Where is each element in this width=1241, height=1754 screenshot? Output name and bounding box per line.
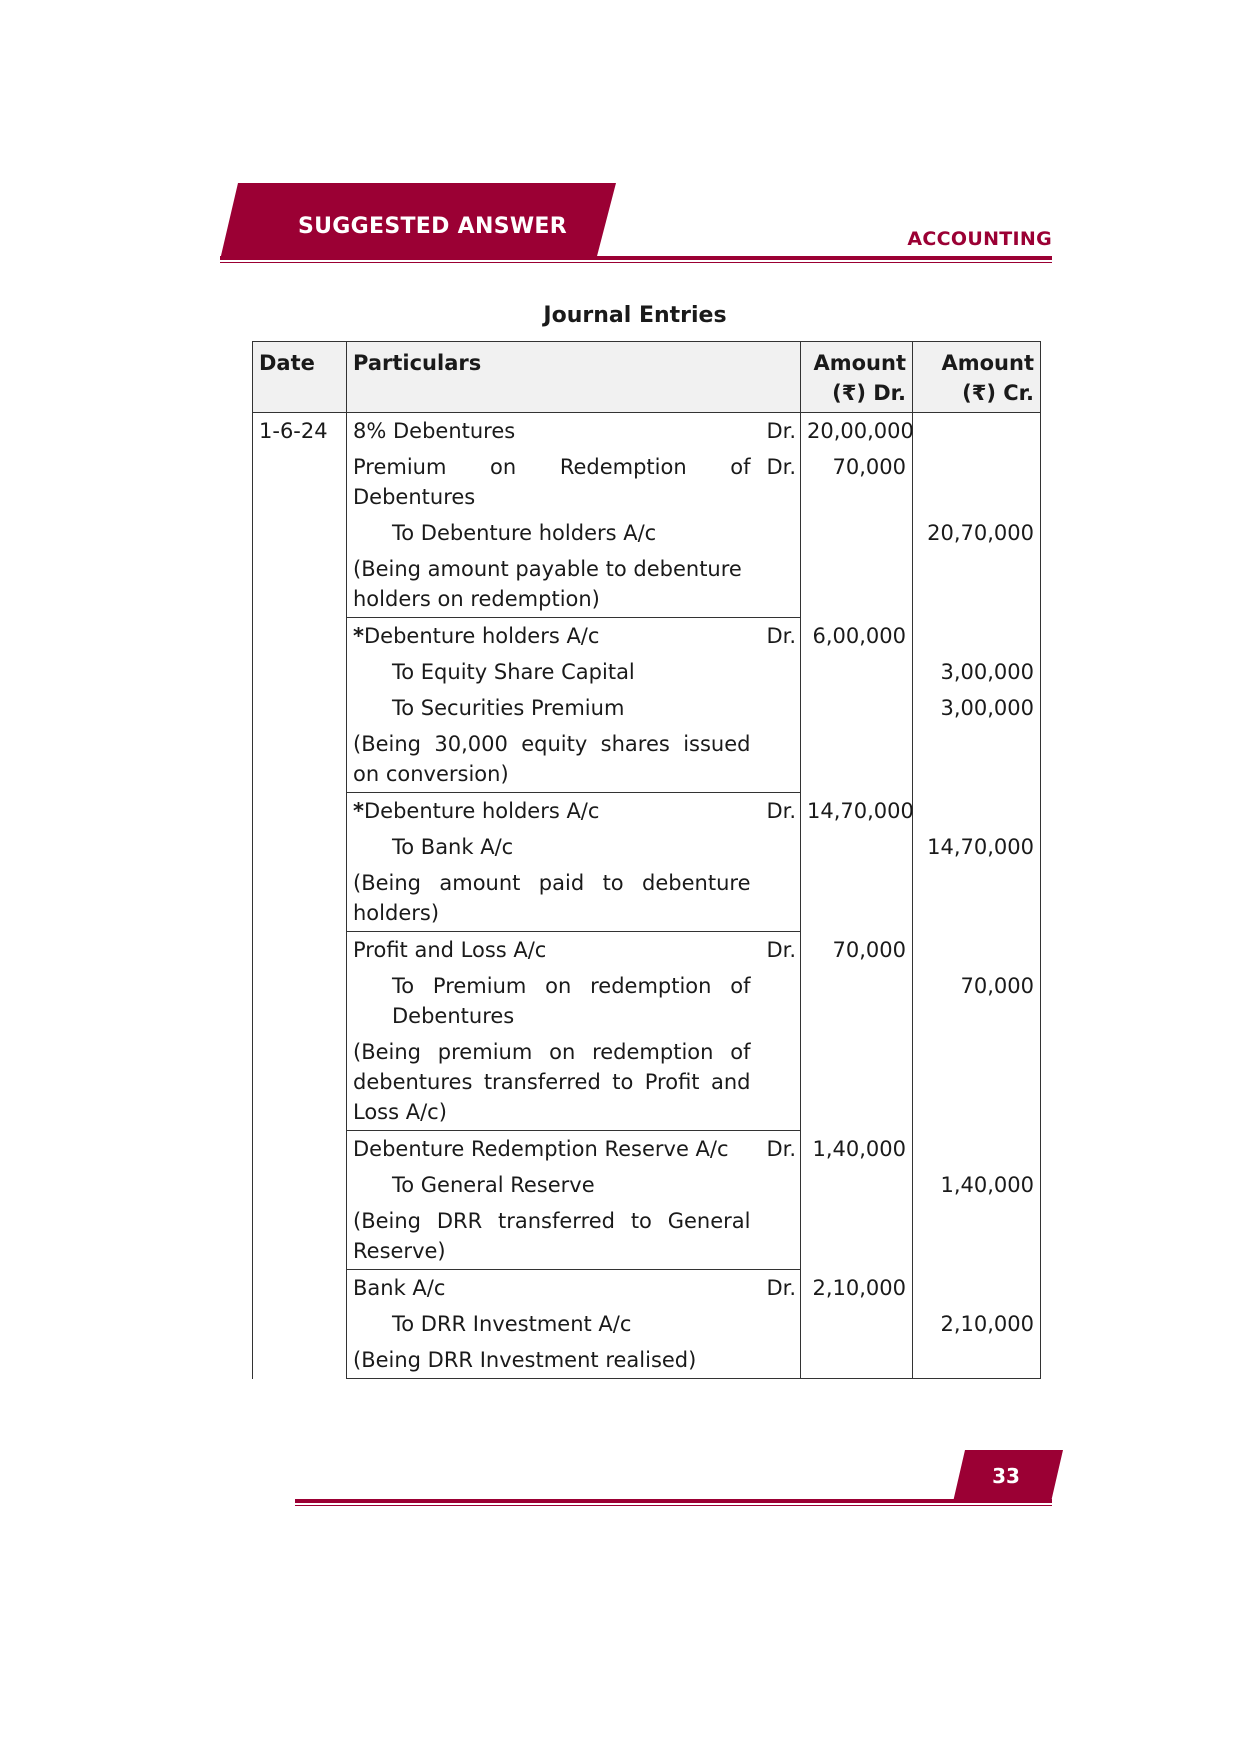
table-row xyxy=(253,551,1041,618)
header-rule-thin xyxy=(220,262,1052,263)
credit-amount: 20,70,000 xyxy=(913,515,1041,551)
entry-date: 1-6-24 xyxy=(253,413,347,1379)
page-title: Journal Entries xyxy=(543,303,727,328)
table-header-row xyxy=(253,342,1041,413)
table-row xyxy=(253,413,1041,450)
particulars-cell: To Equity Share Capital xyxy=(347,654,757,690)
particulars-cell: To Premium on redemption of Debentures xyxy=(347,968,757,1034)
dr-marker xyxy=(757,551,801,618)
table-row xyxy=(253,1034,1041,1131)
credit-amount xyxy=(913,618,1041,655)
debit-amount xyxy=(801,654,913,690)
subject-label: ACCOUNTING xyxy=(907,228,1052,250)
credit-amount: 3,00,000 xyxy=(913,690,1041,726)
header-rule xyxy=(220,256,1052,260)
narration-cell: (Being 30,000 equity shares issued on conversion) xyxy=(347,726,757,793)
debit-amount xyxy=(801,968,913,1034)
table-row xyxy=(253,449,1041,515)
debit-amount xyxy=(801,865,913,932)
narration-cell: (Being DRR Investment realised) xyxy=(347,1342,757,1379)
dr-marker: Dr. xyxy=(757,449,801,515)
dr-marker xyxy=(757,515,801,551)
credit-amount xyxy=(913,726,1041,793)
dr-marker xyxy=(757,968,801,1034)
credit-amount: 14,70,000 xyxy=(913,829,1041,865)
table-row xyxy=(253,932,1041,969)
table-row xyxy=(253,690,1041,726)
debit-amount xyxy=(801,515,913,551)
particulars-cell: *Debenture holders A/c xyxy=(347,793,757,830)
particulars-cell: Profit and Loss A/c xyxy=(347,932,757,969)
table-row xyxy=(253,726,1041,793)
debit-amount: 70,000 xyxy=(801,932,913,969)
journal-table xyxy=(252,341,1041,1379)
dr-marker xyxy=(757,690,801,726)
dr-marker: Dr. xyxy=(757,413,801,450)
dr-marker: Dr. xyxy=(757,932,801,969)
page-number: 33 xyxy=(992,1464,1020,1488)
credit-amount xyxy=(913,865,1041,932)
credit-amount xyxy=(913,1034,1041,1131)
debit-amount xyxy=(801,551,913,618)
debit-amount xyxy=(801,1306,913,1342)
debit-amount: 6,00,000 xyxy=(801,618,913,655)
particulars-cell: To General Reserve xyxy=(347,1167,757,1203)
credit-amount xyxy=(913,793,1041,830)
dr-marker xyxy=(757,654,801,690)
header-amount-dr: Amount (₹) Dr. xyxy=(801,342,913,413)
particulars-cell: To Debenture holders A/c xyxy=(347,515,757,551)
credit-amount: 1,40,000 xyxy=(913,1167,1041,1203)
credit-amount: 3,00,000 xyxy=(913,654,1041,690)
dr-marker xyxy=(757,865,801,932)
credit-amount xyxy=(913,449,1041,515)
header-date: Date xyxy=(253,342,347,413)
table-row xyxy=(253,1306,1041,1342)
footer-rule xyxy=(295,1499,1052,1503)
debit-amount: 2,10,000 xyxy=(801,1270,913,1307)
dr-marker xyxy=(757,1034,801,1131)
dr-marker: Dr. xyxy=(757,793,801,830)
debit-amount xyxy=(801,726,913,793)
narration-cell: (Being amount payable to debenture holders on redemption) xyxy=(347,551,757,618)
credit-amount xyxy=(913,1342,1041,1379)
dr-marker xyxy=(757,726,801,793)
table-row xyxy=(253,1131,1041,1168)
credit-amount xyxy=(913,1203,1041,1270)
dr-marker xyxy=(757,829,801,865)
footer-rule-thin xyxy=(295,1505,1052,1506)
table-row xyxy=(253,793,1041,830)
narration-cell: (Being amount paid to debenture holders) xyxy=(347,865,757,932)
header-tab-label: SUGGESTED ANSWER xyxy=(298,214,567,239)
dr-marker xyxy=(757,1203,801,1270)
debit-amount xyxy=(801,1342,913,1379)
dr-marker: Dr. xyxy=(757,618,801,655)
particulars-cell: To DRR Investment A/c xyxy=(347,1306,757,1342)
debit-amount xyxy=(801,829,913,865)
debit-amount xyxy=(801,1034,913,1131)
table-row xyxy=(253,654,1041,690)
header-amount-cr: Amount (₹) Cr. xyxy=(913,342,1041,413)
table-row xyxy=(253,1270,1041,1307)
debit-amount: 14,70,000 xyxy=(801,793,913,830)
particulars-cell: Debenture Redemption Reserve A/c xyxy=(347,1131,757,1168)
dr-marker: Dr. xyxy=(757,1270,801,1307)
particulars-cell: To Bank A/c xyxy=(347,829,757,865)
table-row xyxy=(253,1167,1041,1203)
particulars-cell: Bank A/c xyxy=(347,1270,757,1307)
credit-amount xyxy=(913,1131,1041,1168)
credit-amount xyxy=(913,551,1041,618)
particulars-cell: To Securities Premium xyxy=(347,690,757,726)
debit-amount xyxy=(801,1167,913,1203)
credit-amount xyxy=(913,413,1041,450)
debit-amount xyxy=(801,1203,913,1270)
credit-amount: 70,000 xyxy=(913,968,1041,1034)
table-row xyxy=(253,865,1041,932)
particulars-cell: 8% Debentures xyxy=(347,413,757,450)
dr-marker: Dr. xyxy=(757,1131,801,1168)
debit-amount: 1,40,000 xyxy=(801,1131,913,1168)
narration-cell: (Being DRR transferred to General Reserve) xyxy=(347,1203,757,1270)
debit-amount xyxy=(801,690,913,726)
particulars-cell: *Debenture holders A/c xyxy=(347,618,757,655)
credit-amount xyxy=(913,932,1041,969)
table-row xyxy=(253,1342,1041,1379)
dr-marker xyxy=(757,1167,801,1203)
table-row xyxy=(253,1203,1041,1270)
narration-cell: (Being premium on redemption of debentures transferred to Profit and Loss A/c) xyxy=(347,1034,757,1131)
table-row xyxy=(253,968,1041,1034)
credit-amount xyxy=(913,1270,1041,1307)
debit-amount: 70,000 xyxy=(801,449,913,515)
dr-marker xyxy=(757,1342,801,1379)
table-row xyxy=(253,829,1041,865)
table-row xyxy=(253,618,1041,655)
header-particulars: Particulars xyxy=(347,342,801,413)
table-row xyxy=(253,515,1041,551)
credit-amount: 2,10,000 xyxy=(913,1306,1041,1342)
particulars-cell: Premium on Redemption of Debentures xyxy=(347,449,757,515)
debit-amount: 20,00,000 xyxy=(801,413,913,450)
dr-marker xyxy=(757,1306,801,1342)
